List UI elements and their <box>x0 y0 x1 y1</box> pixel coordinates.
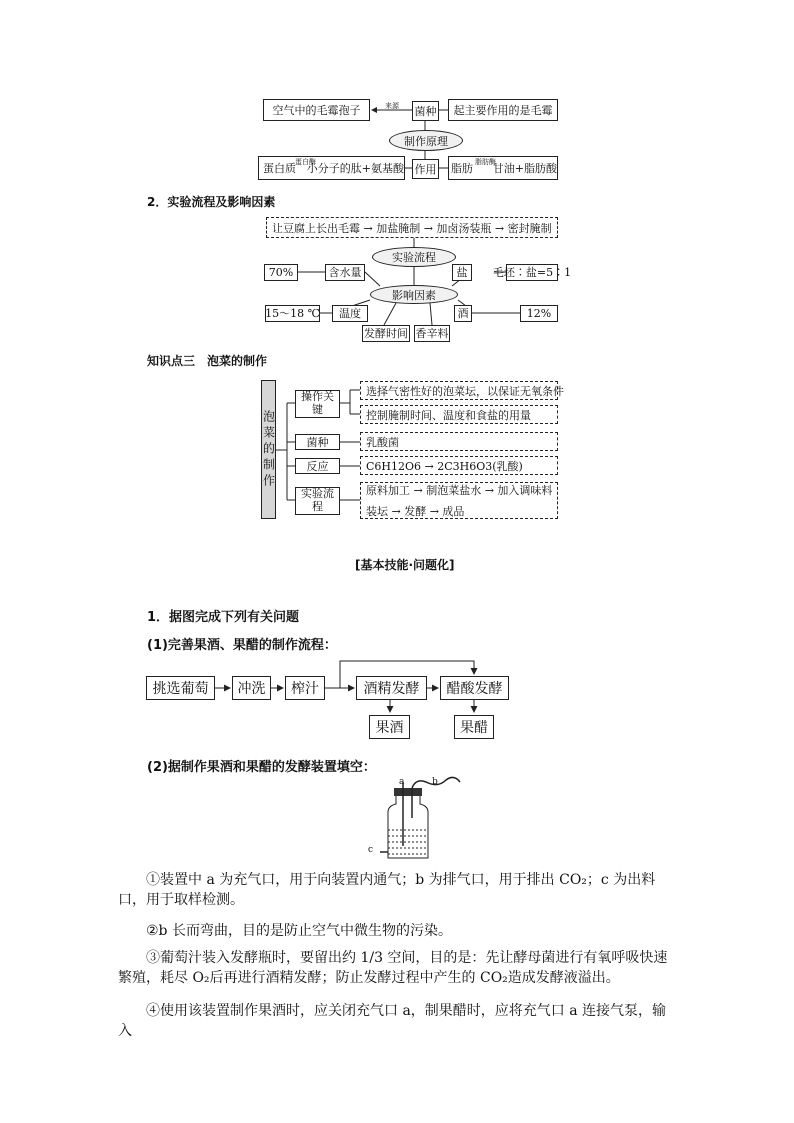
action-box: 作用 <box>412 159 439 179</box>
question1-title: 1．据图完成下列有关问题 <box>147 610 300 625</box>
principle-oval: 制作原理 <box>389 130 463 151</box>
protein-label: 蛋白质 <box>263 161 296 175</box>
reaction-equation-box: C6H12O6 → 2C3H6O3(乳酸) <box>360 456 558 475</box>
key-op-1-box: 选择气密性好的泡菜坛，以保证无氧条件 <box>360 381 558 400</box>
salt-ratio-box: 毛坯∶盐=5∶1 <box>492 266 572 279</box>
skills-heading: [基本技能·问题化] <box>355 558 455 572</box>
paragraph-3: ③葡萄汁装入发酵瓶时，要留出约 1/3 空间，目的是：先让酵母菌进行有氧呼吸快速繁殖，耗尽 O₂后再进行酒精发酵；防止发酵过程中产生的 CO₂造成发酵液溢出。 <box>118 950 668 987</box>
temperature-box: 温度 <box>332 305 368 322</box>
key-operations-box: 操作关键 <box>295 390 340 418</box>
fat-label: 脂肪 <box>451 161 473 175</box>
airborne-mold-spores-box: 空气中的毛霉孢子 <box>263 99 370 121</box>
salt-box: 盐 <box>452 264 472 281</box>
process-step-line-1: 原料加工 → 制泡菜盐水 → 加入调味料 <box>366 484 553 497</box>
process-box-3: 实验流程 <box>295 487 340 515</box>
moisture-value-box: 70% <box>264 264 298 281</box>
lipase-label: 脂肪酶 <box>475 158 496 166</box>
flow-step-rinse: 冲洗 <box>232 676 271 700</box>
arrow-label-source: 来源 <box>385 102 399 110</box>
question1-part1: (1)完善果酒、果醋的制作流程： <box>147 638 337 653</box>
key-op-2-box: 控制腌制时间、温度和食盐的用量 <box>360 405 558 424</box>
reaction-box: 反应 <box>295 458 340 474</box>
alcohol-box: 酒 <box>454 305 472 322</box>
experiment-flow-box: 让豆腐上长出毛霉 → 加盐腌制 → 加卤汤装瓶 → 密封腌制 <box>266 217 558 238</box>
protein-product-label: 小分子的肽+氨基酸 <box>306 161 404 175</box>
label-a: a <box>399 777 405 787</box>
paragraph-2: ②b 长而弯曲，目的是防止空气中微生物的污染。 <box>146 923 452 939</box>
lactic-acid-bacteria-box: 乳酸菌 <box>360 432 558 451</box>
label-b: b <box>432 777 438 787</box>
flow-product-vinegar: 果醋 <box>454 715 494 739</box>
flow-step-acetic-fermentation: 醋酸发酵 <box>440 676 509 700</box>
process-step-line-2: 装坛 → 发酵 → 成品 <box>366 505 465 518</box>
alcohol-value-box: 12% <box>520 305 558 322</box>
fat-product-label: 甘油+脂肪酸 <box>492 161 557 175</box>
temperature-value-box: 15～18 ℃ <box>265 307 320 320</box>
main-mold-box: 起主要作用的是毛霉 <box>448 99 558 121</box>
paragraph-1: ①装置中 a 为充气口，用于向装置内通气；b 为排气口，用于排出 CO₂；c 为出料口，用于取样检测。 <box>118 872 656 909</box>
protease-label: 蛋白酶 <box>295 158 316 166</box>
strain-box-3: 菌种 <box>295 434 340 450</box>
paragraph-4: ④使用该装置制作果酒时，应关闭充气口 a，制果醋时，应将充气口 a 连接气泵，输入 <box>118 1003 667 1040</box>
flow-step-select-grapes: 挑选葡萄 <box>146 676 215 700</box>
flow-step-juice: 榨汁 <box>285 676 325 700</box>
flow-step-alcohol-fermentation: 酒精发酵 <box>356 676 427 700</box>
experiment-flow-oval: 实验流程 <box>372 247 456 267</box>
factors-oval: 影响因素 <box>370 285 458 304</box>
question1-part2: (2)据制作果酒和果醋的发酵装置填空： <box>147 760 376 775</box>
section2-title: 2．实验流程及影响因素 <box>147 195 276 209</box>
label-c: c <box>368 845 374 855</box>
flow-product-wine: 果酒 <box>369 715 410 739</box>
pickle-making-root: 泡菜的制作 <box>261 380 276 519</box>
spice-box: 香辛料 <box>415 327 449 340</box>
section3-title: 知识点三 泡菜的制作 <box>147 354 268 368</box>
strain-box: 菌种 <box>412 101 439 121</box>
ferment-time-box: 发酵时间 <box>364 327 408 340</box>
fermentation-bottle-drawing <box>360 776 470 862</box>
moisture-box: 含水量 <box>325 264 365 281</box>
